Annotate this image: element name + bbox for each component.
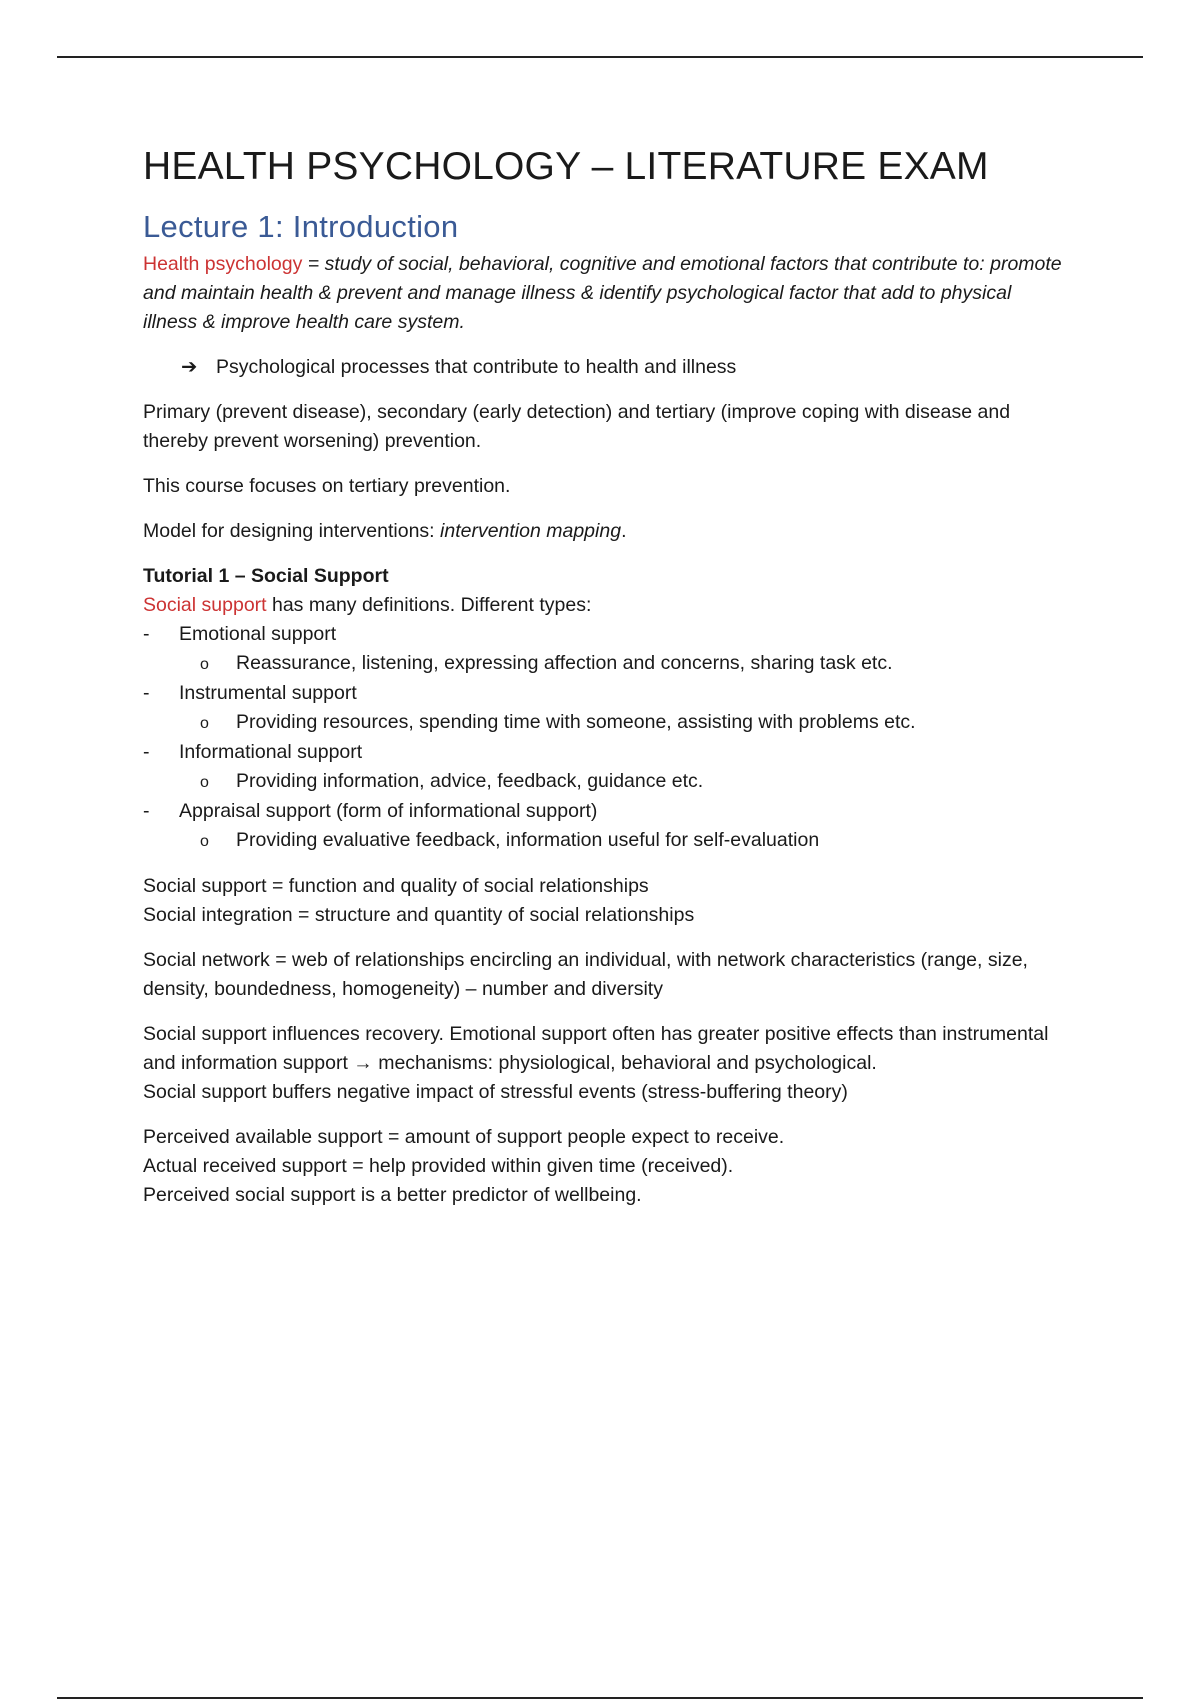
definition-text: = study of social, behavioral, cognitive and emotional factors that contribute to: promote and maintain health & prevent and manage illness & identify psychological factor that add to physical illness & improve health care system.	[143, 253, 1062, 333]
recovery-line1-end: mechanisms: physiological, behavioral and psychological.	[372, 1052, 877, 1074]
definition-paragraph	[143, 250, 1063, 337]
social-integration-definition: Social integration = structure and quantity of social relationships	[143, 904, 695, 926]
support-integration-paragraph	[143, 872, 1063, 930]
model-paragraph	[143, 517, 1063, 546]
document-title: HEALTH PSYCHOLOGY – LITERATURE EXAM	[143, 145, 989, 188]
perceived-predictor: Perceived social support is a better predictor of wellbeing.	[143, 1184, 642, 1206]
dash-bullet-icon: -	[143, 682, 150, 704]
support-type-detail: Providing resources, spending time with someone, assisting with problems etc.	[236, 711, 916, 733]
list-item	[143, 620, 1063, 679]
circle-bullet-icon: o	[200, 715, 209, 732]
social-support-intro-text: has many definitions. Different types:	[266, 594, 592, 616]
arrow-point-text: Psychological processes that contribute to health and illness	[216, 356, 737, 378]
support-type-detail: Reassurance, listening, expressing affection and concerns, sharing task etc.	[236, 652, 893, 674]
list-item	[143, 797, 1063, 856]
dash-bullet-icon: -	[143, 741, 150, 763]
model-prefix: Model for designing interventions:	[143, 520, 441, 542]
recovery-line2: Social support buffers negative impact of stressful events (stress-buffering theory)	[143, 1081, 848, 1103]
support-type-label: Emotional support	[179, 623, 337, 645]
social-network-paragraph: Social network = web of relationships encircling an individual, with network characteristics (range, size, density, boundedness, homogeneity) – number and diversity	[143, 949, 1028, 1000]
support-type-label: Instrumental support	[179, 682, 357, 704]
footer-rule	[57, 1697, 1143, 1699]
focus-paragraph: This course focuses on tertiary prevention.	[143, 475, 511, 497]
list-item	[143, 738, 1063, 797]
list-item	[143, 679, 1063, 738]
recovery-paragraph	[143, 1020, 1063, 1107]
document-body	[143, 140, 1063, 1226]
circle-bullet-icon: o	[200, 774, 209, 791]
dash-bullet-icon: -	[143, 800, 150, 822]
social-support-intro	[143, 591, 1063, 620]
actual-received: Actual received support = help provided within given time (received).	[143, 1155, 734, 1177]
definition-term: Health psychology	[143, 253, 303, 275]
tutorial-heading: Tutorial 1 – Social Support	[143, 565, 389, 587]
perceived-paragraph	[143, 1123, 1063, 1210]
dash-bullet-icon: -	[143, 623, 150, 645]
circle-bullet-icon: o	[200, 656, 209, 673]
social-support-definition: Social support = function and quality of social relationships	[143, 875, 649, 897]
arrow-point	[181, 353, 1063, 382]
arrow-right-icon: ➔	[181, 356, 198, 378]
prevention-paragraph: Primary (prevent disease), secondary (early detection) and tertiary (improve coping with disease and thereby prevent worsening) prevention.	[143, 401, 1011, 452]
support-type-label: Appraisal support (form of informational support)	[179, 800, 598, 822]
arrow-right-icon: →	[353, 1052, 373, 1074]
model-suffix: .	[621, 520, 627, 542]
support-type-detail: Providing evaluative feedback, information useful for self-evaluation	[236, 829, 820, 851]
recovery-line1: Social support influences recovery. Emotional support often has greater positive effects than instrumental and information support	[143, 1023, 1049, 1074]
perceived-available: Perceived available support = amount of support people expect to receive.	[143, 1126, 785, 1148]
social-support-term: Social support	[143, 594, 267, 616]
support-type-detail: Providing information, advice, feedback, guidance etc.	[236, 770, 704, 792]
model-term: intervention mapping	[440, 520, 622, 542]
support-type-label: Informational support	[179, 741, 363, 763]
circle-bullet-icon: o	[200, 833, 209, 850]
header-rule	[57, 56, 1143, 58]
support-types-list	[143, 620, 1063, 856]
lecture-heading: Lecture 1: Introduction	[143, 209, 459, 244]
